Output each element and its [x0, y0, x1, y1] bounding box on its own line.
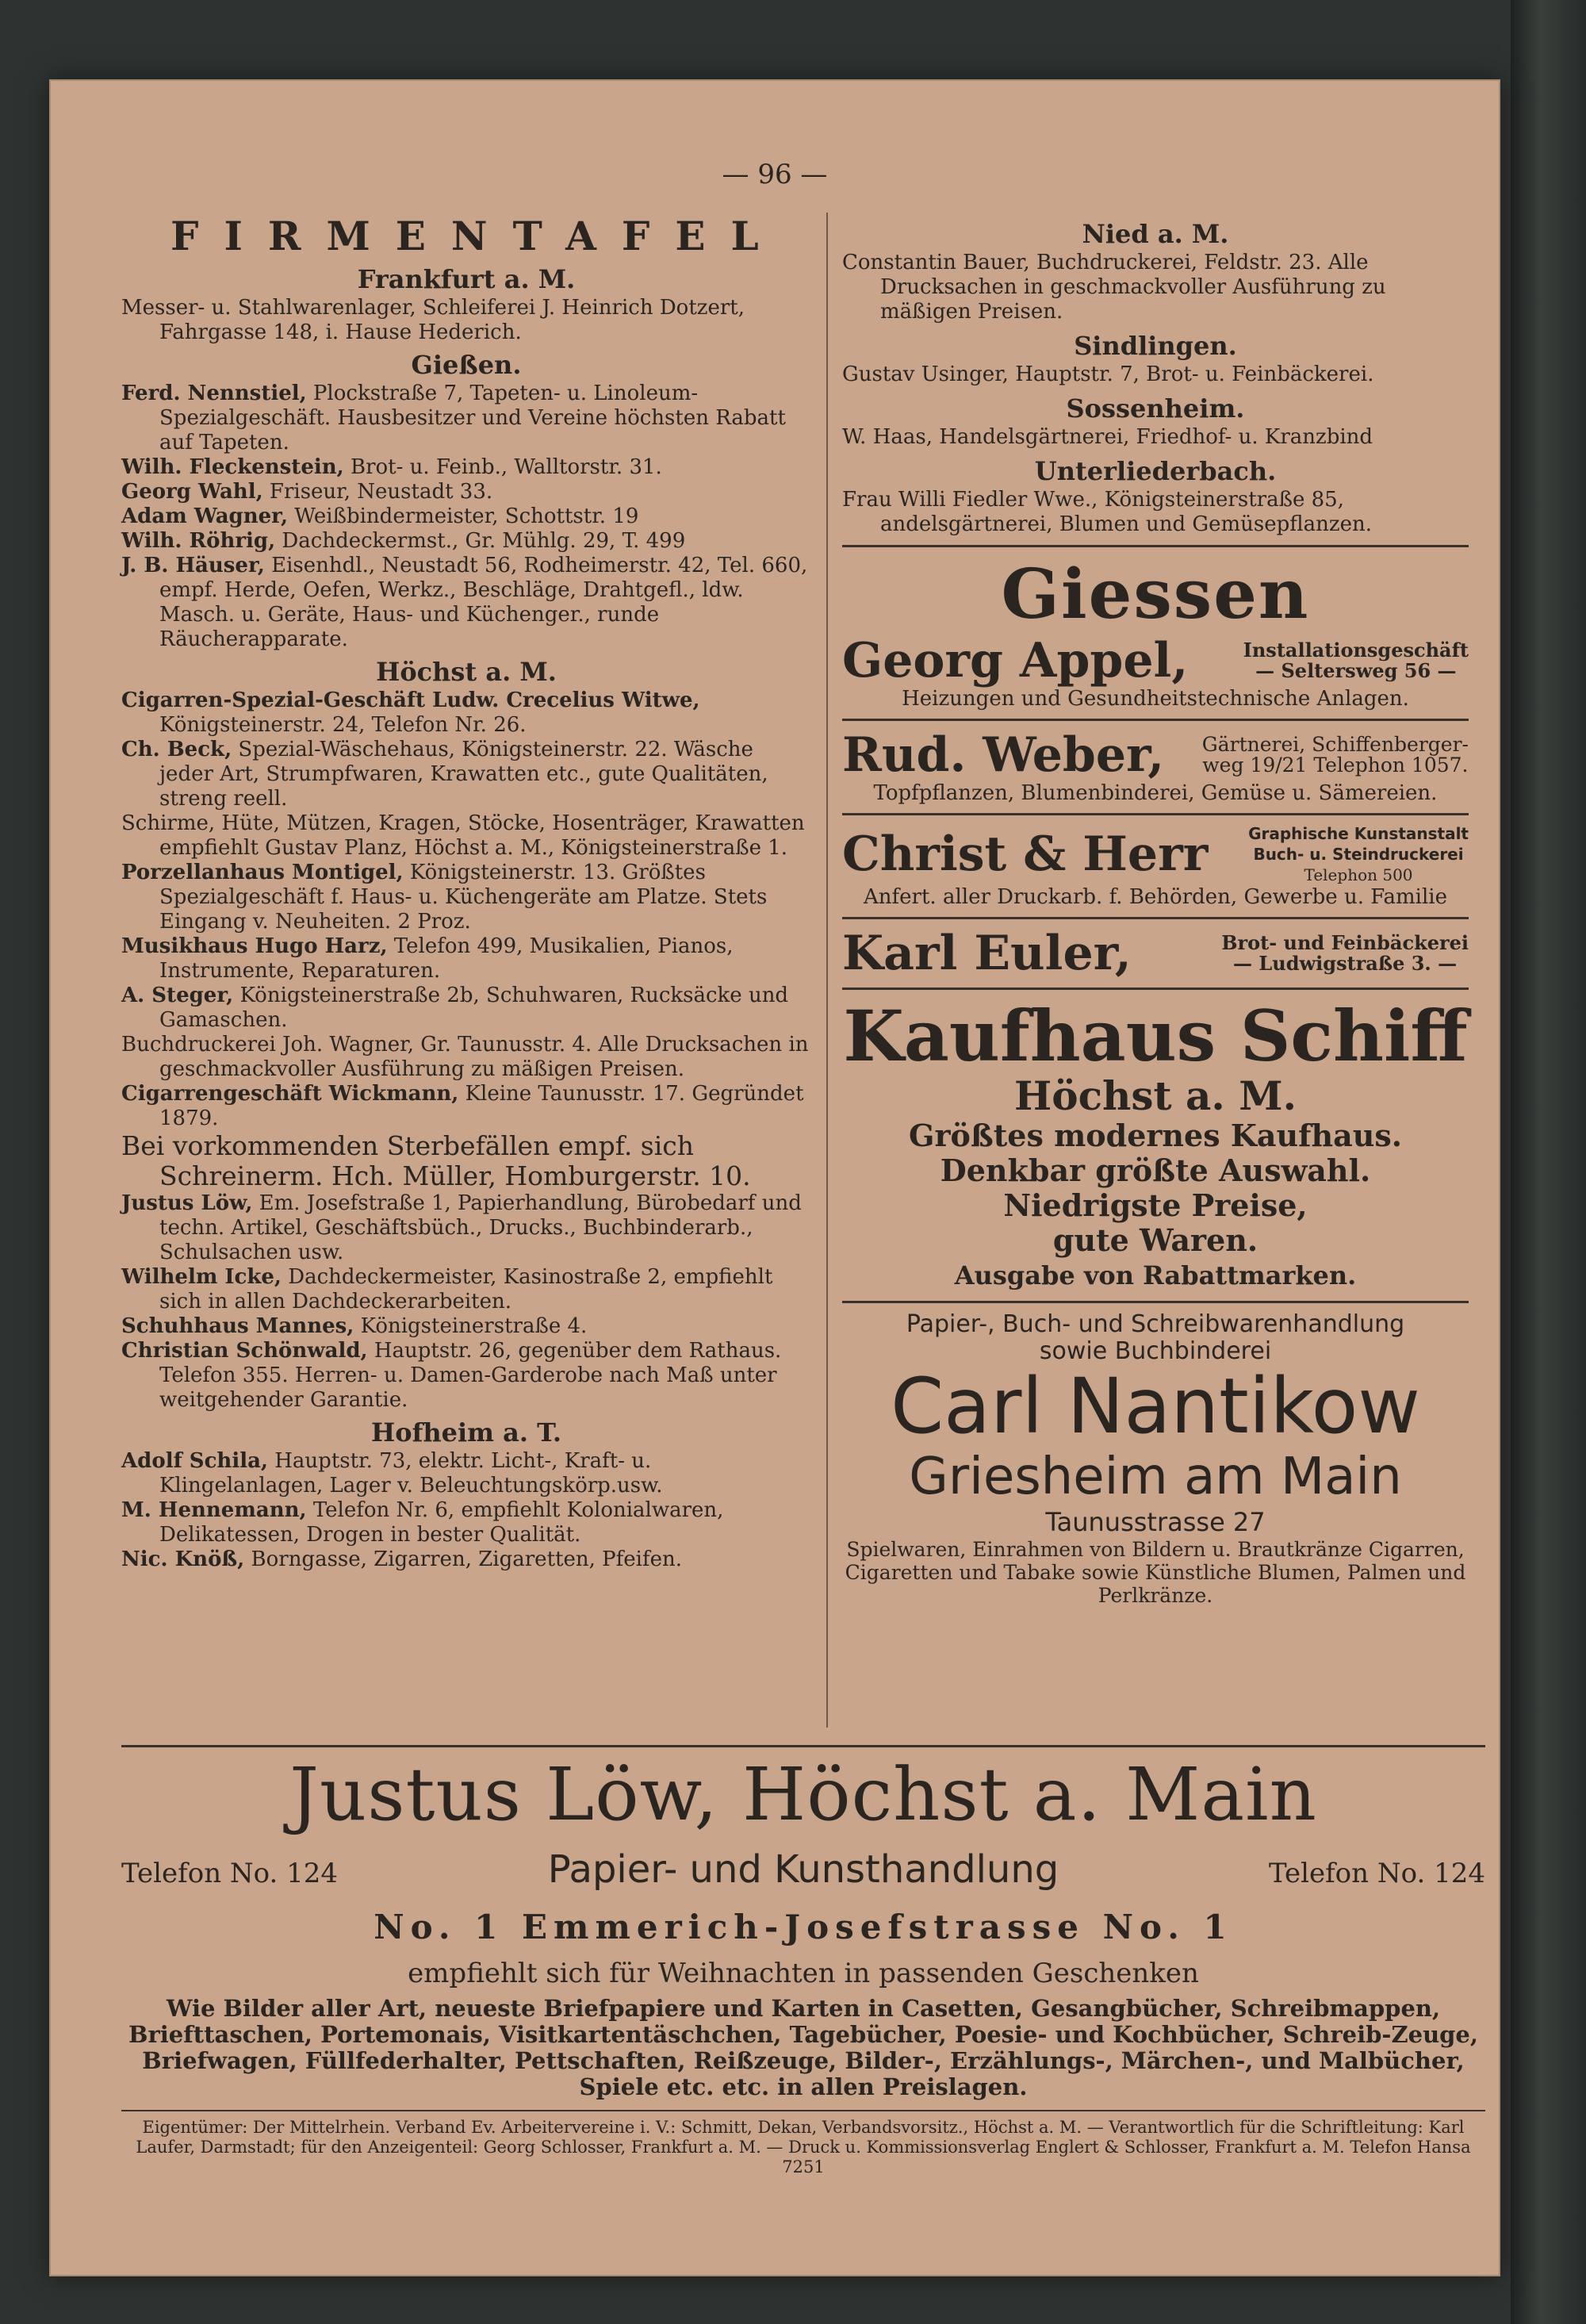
- directory-entry: [121, 984, 811, 1033]
- entry-text: Buchdruckerei Joh. Wagner, Gr. Taunusstr. 4. Alle Drucksachen in geschmackvoller Ausführung zu mäßigen Preisen.: [121, 1033, 809, 1081]
- telephone-left: Telefon No. 124: [121, 1858, 339, 1889]
- directory-entry: [842, 251, 1469, 324]
- directory-entry: [121, 738, 811, 811]
- city-heading: Höchst a. M.: [376, 657, 557, 687]
- weber-line-2: weg 19/21 Telephon 1057.: [1202, 754, 1469, 777]
- entry-name: Cigarren-Spezial-Geschäft Ludw. Crecelius Witwe,: [121, 688, 700, 712]
- address: No. 1 Emmerich-Josefstrasse No. 1: [374, 1908, 1233, 1946]
- entry-name: Schuhhaus Mannes,: [121, 1314, 354, 1338]
- christ-name: Christ & Herr: [842, 826, 1209, 882]
- entry-text: Weißbindermeister, Schottstr. 19: [288, 504, 639, 528]
- weber-info: [1202, 734, 1469, 776]
- nantikow-place: Griesheim am Main: [909, 1448, 1402, 1506]
- product-list: Wie Bilder aller Art, neueste Briefpapiere und Karten in Casetten, Gesangbücher, Schreibmappen, Briefttaschen, Portemonais, Visitkartentäschchen, Tagebücher, Poesie- und Kochbücher, Schreib-Zeuge, Briefwagen, Füllfederhalter, Pettschaften, Reißzeuge, Bilder-, Erzählungs-, Märchen-, und Malbücher, Spiele etc. etc. in allen Preislagen.: [128, 1995, 1478, 2100]
- entry-name: M. Hennemann,: [121, 1498, 307, 1522]
- entry-name: Musikhaus Hugo Harz,: [121, 934, 388, 958]
- entry-name: Christian Schönwald,: [121, 1339, 368, 1363]
- weber-line-1: Gärtnerei, Schiffenberger-: [1201, 733, 1469, 756]
- directory-entry: [121, 455, 811, 480]
- appel-line-2: — Seltersweg 56 —: [1255, 659, 1457, 682]
- firmentafel-heading: FIRMENTAFEL: [170, 213, 784, 259]
- entry-text: Plockstraße 7, Tapeten- u. Linoleum-Spezialgeschäft. Hausbesitzer und Vereine höchsten Rabatt auf Tapeten.: [159, 382, 786, 454]
- directory-entry: [121, 861, 811, 934]
- directory-entry: [121, 529, 811, 554]
- divider: [842, 988, 1469, 990]
- entry-name: Ferd. Nennstiel,: [121, 382, 307, 405]
- entry-text: Borngasse, Zigarren, Zigaretten, Pfeifen.: [244, 1547, 682, 1571]
- entry-name: Ch. Beck,: [121, 738, 232, 761]
- entry-text: Königsteinerstraße 4.: [354, 1314, 588, 1338]
- directory-entry: [121, 504, 811, 529]
- entry-text: Königsteinerstraße 2b, Schuhwaren, Rucksäcke und Gamaschen.: [159, 984, 789, 1032]
- entry-text: Gustav Usinger, Hauptstr. 7, Brot- u. Feinbäckerei.: [842, 362, 1374, 386]
- appel-sub: Heizungen und Gesundheitstechnische Anlagen.: [902, 687, 1409, 711]
- directory-entry: [121, 554, 811, 652]
- christ-line-2: Buch- u. Steindruckerei: [1253, 845, 1464, 864]
- divider: [121, 1745, 1485, 1747]
- directory-entry: [121, 1082, 811, 1131]
- entry-name: A. Steger,: [121, 984, 234, 1007]
- christ-line-1: Graphische Kunstanstalt: [1248, 824, 1469, 843]
- entry-text: Eisenhdl., Neustadt 56, Rodheimerstr. 42, Tel. 660, empf. Herde, Oefen, Werkz., Beschläge, Drahtgefl., ldw. Masch. u. Geräte, Haus- und Küchenger., runde Räucherapparate.: [159, 554, 808, 651]
- city-heading: Sossenheim.: [1066, 393, 1245, 424]
- left-sections: [121, 264, 811, 1572]
- left-column: [121, 213, 811, 1728]
- christ-info: [1248, 823, 1469, 885]
- right-sections: [842, 219, 1469, 537]
- city-heading: Sindlingen.: [1074, 331, 1237, 361]
- entry-name: Nic. Knöß,: [121, 1547, 245, 1571]
- justus-title: Justus Löw, Höchst a. Main: [289, 1752, 1317, 1837]
- euler-line-2: — Ludwigstraße 3. —: [1233, 952, 1458, 975]
- giessen-title: Giessen: [1001, 554, 1310, 635]
- entry-name: Georg Wahl,: [121, 480, 263, 504]
- entry-text: Hauptstr. 26, gegenüber dem Rathaus. Telefon 355. Herren- u. Damen-Garderobe nach Maß unter weitgehender Garantie.: [159, 1339, 782, 1412]
- directory-entry: [121, 1547, 811, 1572]
- entry-text: Dachdeckermeister, Kasinostraße 2, empfiehlt sich in allen Dachdeckerarbeiten.: [159, 1265, 773, 1313]
- entry-text: W. Haas, Handelsgärtnerei, Friedhof- u. Kranzbind: [842, 425, 1373, 449]
- entry-text: Telefon Nr. 6, empfiehlt Kolonialwaren, Delikatessen, Drogen in bester Qualität.: [159, 1498, 724, 1547]
- directory-entry: [842, 488, 1469, 537]
- recommendation: empfiehlt sich für Weihnachten in passenden Geschenken: [408, 1958, 1199, 1989]
- euler-name: Karl Euler,: [842, 926, 1132, 981]
- directory-entry: [842, 362, 1469, 387]
- ad-euler: [842, 927, 1469, 980]
- appel-line-1: Installationsgeschäft: [1243, 639, 1469, 662]
- directory-entry: [842, 425, 1469, 450]
- entry-name: Adolf Schila,: [121, 1449, 268, 1473]
- entry-text: Dachdeckermst., Gr. Mühlg. 29, T. 499: [275, 529, 686, 553]
- city-heading: Nied a. M.: [1082, 219, 1229, 249]
- entry-text: Frau Willi Fiedler Wwe., Königsteinerstraße 85, andelsgärtnerei, Blumen und Gemüsepflanzen.: [842, 488, 1372, 536]
- schiff-line-3: Niedrigste Preise,: [1003, 1187, 1308, 1223]
- entry-text: Kleine Taunusstr. 17. Gegründet 1879.: [159, 1082, 804, 1130]
- schiff-title: Kaufhaus Schiff: [843, 995, 1468, 1077]
- directory-entry: [121, 1498, 811, 1547]
- weber-name: Rud. Weber,: [842, 727, 1165, 783]
- city-heading: Unterliederbach.: [1034, 456, 1277, 486]
- nantikow-name: Carl Nantikow: [891, 1362, 1420, 1451]
- entry-text: Königsteinerstr. 13. Größtes Spezialgeschäft f. Haus- u. Küchengeräte am Platze. Stets Eingang v. Neuheiten. 2 Proz.: [159, 861, 768, 934]
- directory-entry: [121, 1449, 811, 1498]
- entry-name: Justus Löw,: [121, 1191, 253, 1215]
- page-number: — 96 —: [722, 159, 828, 190]
- entry-text: Constantin Bauer, Buchdruckerei, Feldstr. 23. Alle Drucksachen in geschmackvoller Ausführung zu mäßigen Preisen.: [842, 251, 1386, 324]
- directory-entry: [121, 296, 811, 345]
- city-heading: Hofheim a. T.: [371, 1417, 561, 1448]
- entry-name: Porzellanhaus Montigel,: [121, 861, 404, 884]
- directory-entry: [121, 1033, 811, 1082]
- book-edge: [1511, 0, 1586, 2324]
- christ-sub: Anfert. aller Druckarb. f. Behörden, Gewerbe u. Familie: [864, 885, 1447, 909]
- divider: [842, 813, 1469, 815]
- directory-entry: [121, 1314, 811, 1339]
- city-heading: Gießen.: [411, 350, 522, 380]
- schiff-line-4: gute Waren.: [1052, 1222, 1258, 1258]
- nantikow-desc: Spielwaren, Einrahmen von Bildern u. Brautkränze Cigarren, Cigaretten und Tabake sowie Künstliche Blumen, Palmen und Perlkränze.: [845, 1538, 1466, 1607]
- weber-sub: Topfpflanzen, Blumenbinderei, Gemüse u. Sämereien.: [873, 781, 1438, 805]
- city-heading: Frankfurt a. M.: [357, 264, 576, 294]
- telephone-row: [121, 1847, 1485, 1892]
- directory-entry: [121, 688, 811, 738]
- imprint: Eigentümer: Der Mittelrhein. Verband Ev. Arbeitervereine i. V.: Schmitt, Dekan, Verbandsvorsitz., Höchst a. M. — Verantwortlich für die Schriftleitung: Karl Laufer, Darmstadt; für den Anzeigenteil: Georg Schlosser, Frankfurt a. M. — Druck u. Kommissionsverlag Englert & Schlosser, Frankfurt a. M. Telefon Hansa 7251: [121, 2110, 1485, 2177]
- business-type: Papier- und Kunsthandlung: [547, 1847, 1059, 1892]
- column-divider: [826, 213, 828, 1728]
- entry-text: Bei vorkommenden Sterbefällen empf. sich Schreinerm. Hch. Müller, Homburgerstr. 10.: [121, 1130, 751, 1191]
- nantikow-line-2: sowie Buchbinderei: [1039, 1337, 1272, 1365]
- appel-info: [1243, 640, 1469, 681]
- entry-text: Friseur, Neustadt 33.: [262, 480, 493, 504]
- entry-text: Hauptstr. 73, elektr. Licht-, Kraft- u. Klingelanlagen, Lager v. Beleuchtungskörp.usw.: [159, 1449, 663, 1498]
- entry-name: Cigarrengeschäft Wickmann,: [121, 1082, 459, 1106]
- appel-name: Georg Appel,: [842, 633, 1189, 688]
- euler-line-1: Brot- und Feinbäckerei: [1221, 931, 1469, 954]
- directory-entry: [121, 1131, 811, 1191]
- euler-info: [1221, 933, 1469, 974]
- justus-loew-ad: [121, 1737, 1485, 2177]
- directory-entry: [121, 1191, 811, 1265]
- entry-text: Telefon 499, Musikalien, Pianos, Instrumente, Reparaturen.: [159, 934, 734, 983]
- ad-christ: [842, 823, 1469, 885]
- directory-entry: [121, 1265, 811, 1314]
- ad-weber: [842, 729, 1469, 781]
- entry-text: Brot- u. Feinb., Walltorstr. 31.: [343, 455, 662, 479]
- directory-entry: [121, 811, 811, 861]
- entry-text: Em. Josefstraße 1, Papierhandlung, Bürobedarf und techn. Artikel, Geschäftsbüch., Drucks., Buchbinderarb., Schulsachen usw.: [159, 1191, 802, 1264]
- directory-entry: [121, 1339, 811, 1413]
- schiff-line-5: Ausgabe von Rabattmarken.: [954, 1260, 1357, 1290]
- entry-name: Adam Wagner,: [121, 504, 289, 528]
- telephone-right: Telefon No. 124: [1268, 1858, 1485, 1889]
- nantikow-line-1: Papier-, Buch- und Schreibwarenhandlung: [906, 1310, 1405, 1338]
- christ-line-3: Telephon 500: [1304, 865, 1413, 884]
- nantikow-street: Taunusstrasse 27: [1045, 1507, 1266, 1537]
- divider: [842, 917, 1469, 919]
- entry-text: Spezial-Wäschehaus, Königsteinerstr. 22. Wäsche jeder Art, Strumpfwaren, Krawatten etc., gute Qualitäten, streng reell.: [159, 738, 768, 811]
- entry-text: Königsteinerstr. 24, Telefon Nr. 26.: [159, 713, 527, 737]
- entry-text: Messer- u. Stahlwarenlager, Schleiferei J. Heinrich Dotzert, Fahrgasse 148, i. Hause Hederich.: [121, 296, 745, 344]
- directory-entry: [121, 382, 811, 455]
- entry-name: Wilh. Fleckenstein,: [121, 455, 344, 479]
- entry-text: Schirme, Hüte, Mützen, Kragen, Stöcke, Hosenträger, Krawatten empfiehlt Gustav Planz, Höchst a. M., Königsteinerstraße 1.: [121, 811, 805, 860]
- schiff-line-2: Denkbar größte Auswahl.: [940, 1152, 1371, 1188]
- right-column: [842, 213, 1469, 1728]
- schiff-line-1: Größtes modernes Kaufhaus.: [909, 1118, 1402, 1153]
- entry-name: Wilhelm Icke,: [121, 1265, 282, 1289]
- entry-name: J. B. Häuser,: [121, 554, 265, 577]
- ad-appel: [842, 635, 1469, 687]
- schiff-place: Höchst a. M.: [1013, 1072, 1297, 1119]
- directory-entry: [121, 934, 811, 984]
- directory-entry: [121, 480, 811, 504]
- divider: [842, 719, 1469, 721]
- divider: [842, 545, 1469, 547]
- divider: [842, 1301, 1469, 1303]
- entry-name: Wilh. Röhrig,: [121, 529, 276, 553]
